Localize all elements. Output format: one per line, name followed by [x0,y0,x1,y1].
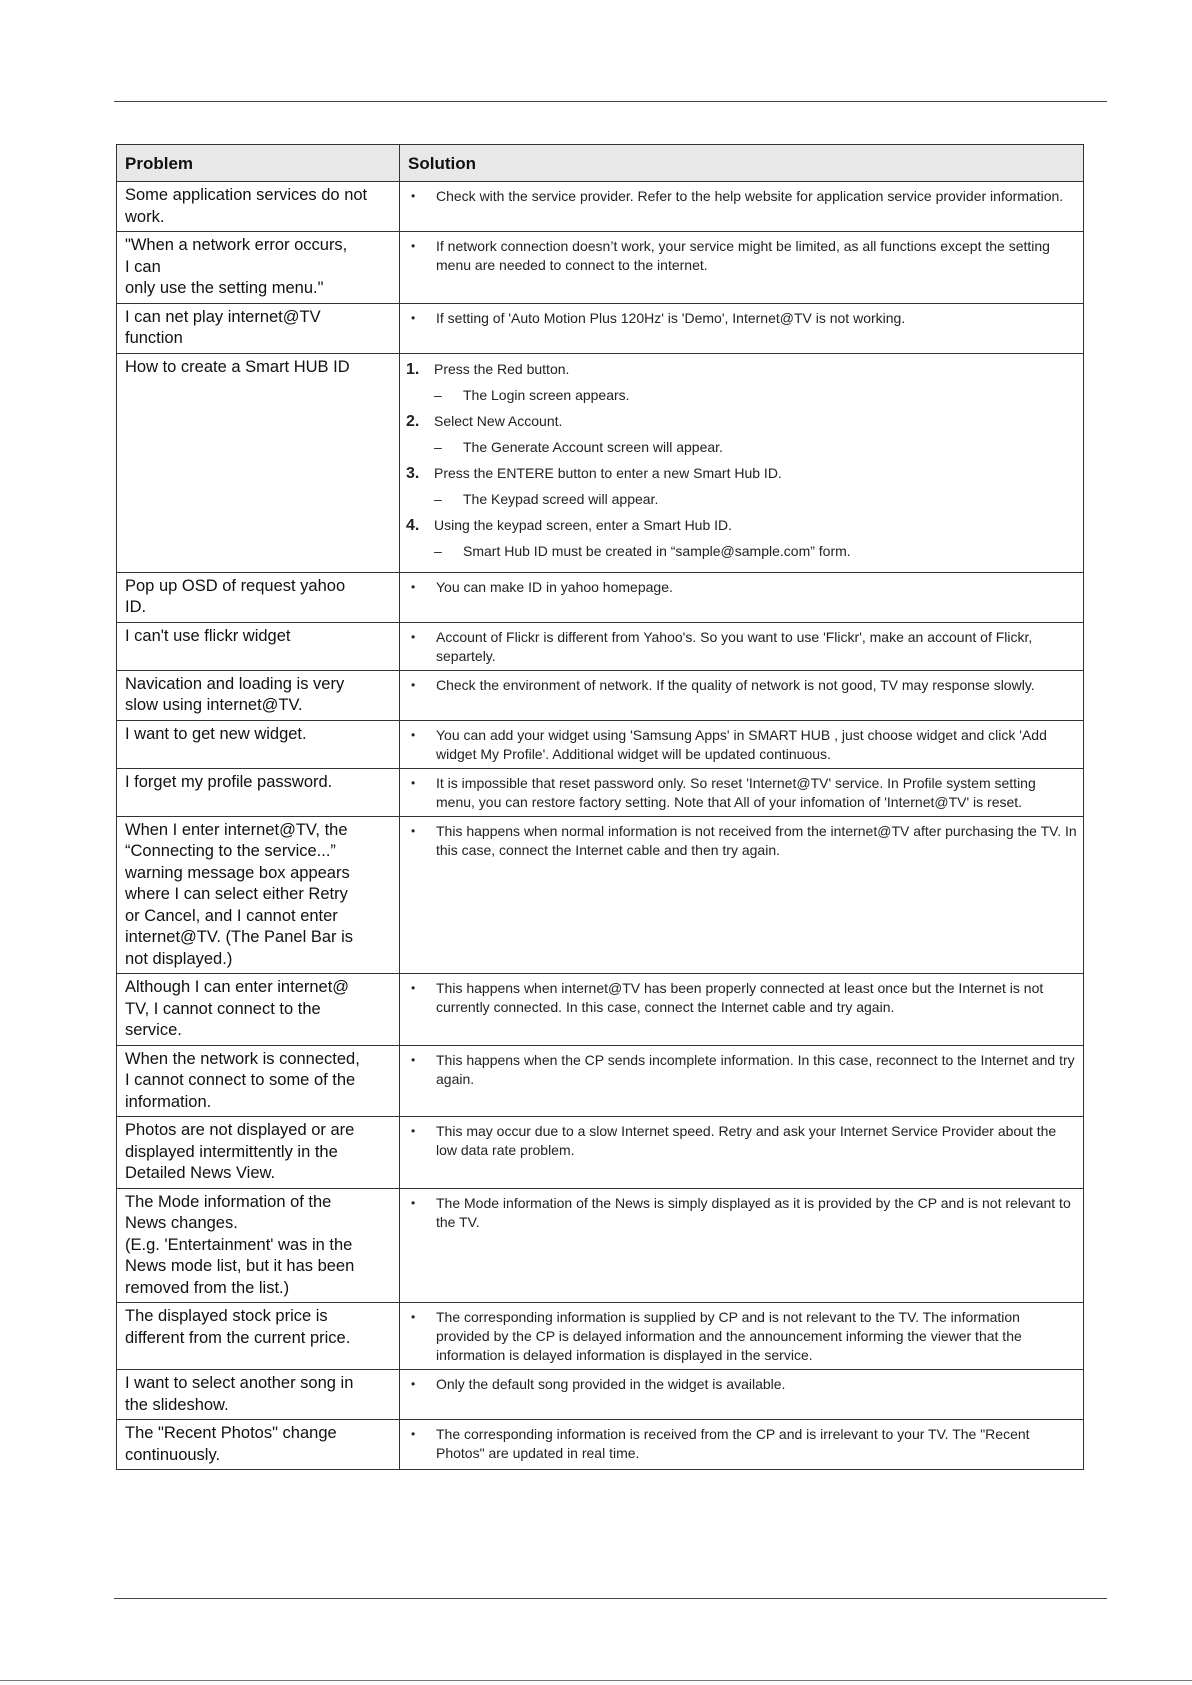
solution-bullet: • If setting of 'Auto Motion Plus 120Hz' is 'Demo', Internet@TV is not working. [406,309,1077,328]
step-note-text: The Login screen appears. [463,386,630,403]
problem-text-line: work. [125,207,165,226]
step-text: Press the Red button. [434,360,570,377]
problem-text-line: or Cancel, and I cannot enter [125,906,338,925]
problem-text-line: I can't use flickr widget [125,626,291,645]
problem-cell [117,1303,400,1370]
solution-list [406,979,1077,1017]
problem-text-line: (E.g. 'Entertainment' was in the [125,1235,353,1254]
table-row [117,974,1084,1046]
problem-cell [117,1420,400,1470]
problem-cell [117,816,400,974]
solution-cell [400,1188,1084,1303]
solution-list [406,187,1077,206]
solution-list [406,309,1077,328]
solution-bullet: • Check the environment of network. If the quality of network is not good, TV may response slowly. [406,676,1077,695]
table-row [117,232,1084,304]
step-item [406,412,1077,431]
solution-cell [400,1117,1084,1189]
problem-cell [117,1117,400,1189]
step-number: 1. [406,360,420,378]
problem-text-line: I can [125,257,161,276]
table-row [117,622,1084,670]
table-header-row [117,145,1084,182]
problem-text-line: internet@TV. (The Panel Bar is [125,928,353,946]
solution-bullet: • You can make ID in yahoo homepage. [406,578,1077,597]
problem-text-line: Photos are not displayed or are [125,1121,355,1139]
problem-text-line: removed from the list.) [125,1278,290,1297]
table-row [117,1420,1084,1470]
solution-cell [400,1045,1084,1117]
problem-text-line: I forget my profile password. [125,772,333,791]
solution-bullet: • The Mode information of the News is simply displayed as it is provided by the CP and is not relevant to the TV. [406,1194,1077,1232]
problem-cell [117,572,400,622]
problem-text-line: warning message box appears [125,863,350,882]
solution-bullet: • The corresponding information is received from the CP and is irrelevant to your TV. The "Recent Photos" are updated in real time. [406,1425,1077,1463]
problem-text-line: TV, I cannot connect to the [125,999,321,1018]
problem-text-line: News mode list, but it has been [125,1257,355,1275]
solution-cell [400,303,1084,353]
problem-cell [117,1370,400,1420]
problem-text-line: “Connecting to the service...” [125,842,336,860]
solution-list [406,774,1077,812]
problem-text-line: "When a network error occurs, [125,236,348,254]
solution-cell [400,182,1084,232]
solution-list [406,1194,1077,1232]
page-edge-rule [0,1680,1192,1681]
problem-text-line: When the network is connected, [125,1049,360,1068]
solution-bullet: • This may occur due to a slow Internet speed. Retry and ask your Internet Service Provider about the low data rate problem. [406,1122,1077,1160]
problem-cell [117,303,400,353]
solution-cell [400,974,1084,1046]
solution-list [406,578,1077,597]
solution-bullet: • Only the default song provided in the widget is available. [406,1375,1077,1394]
table-row-smart-hub-id [117,353,1084,572]
solution-bullet: • You can add your widget using 'Samsung Apps' in SMART HUB , just choose widget and click 'Add widget My Profile'. Additional widget will be updated continuous. [406,726,1077,764]
problem-cell [117,720,400,768]
solution-bullet: • Account of Flickr is different from Yahoo's. So you want to use 'Flickr', make an account of Flickr, separtely. [406,628,1077,666]
solution-bullet: • The corresponding information is supplied by CP and is not relevant to the TV. The information provided by the CP is delayed information and the announcement informing the viewer that the information is delayed information is displayed in the service. [406,1308,1077,1365]
table-row [117,670,1084,720]
step-item [406,516,1077,535]
step-note-text: The Generate Account screen will appear. [463,438,723,455]
problem-cell [117,353,400,572]
problem-text-line: I want to select another song in [125,1374,354,1392]
problem-text-line: When I enter internet@TV, the [125,820,348,839]
solution-column-header: Solution [400,145,1084,182]
problem-cell [117,182,400,232]
footer-rule [114,1598,1107,1599]
problem-text-line: only use the setting menu." [125,279,324,297]
table-row [117,1045,1084,1117]
problem-text-line: The Mode information of the [125,1192,332,1211]
problem-cell [117,1188,400,1303]
problem-cell [117,232,400,304]
solution-bullet: • It is impossible that reset password only. So reset 'Internet@TV' service. In Profile system setting menu, you can restore factory setting. Note that All of your infomation of 'Internet@TV' is reset. [406,774,1077,812]
problem-text-line: Although I can enter internet@ [125,978,350,996]
solution-bullet: • This happens when the CP sends incomplete information. In this case, reconnect to the Internet and try again. [406,1051,1077,1089]
solution-bullet: • This happens when normal information is not received from the internet@TV after purchasing the TV. In this case, connect the Internet cable and then try again. [406,822,1077,860]
table-row [117,768,1084,816]
problem-text-line: Some application services do not [125,186,368,204]
problem-text-line: function [125,329,183,347]
problem-text-line: ID. [125,598,147,616]
step-note-text: Smart Hub ID must be created in “sample@sample.com” form. [463,542,851,559]
table-row [117,572,1084,622]
header-rule [114,101,1107,102]
solution-cell [400,670,1084,720]
dash-icon: – [434,542,442,559]
problem-column-header: Problem [117,145,400,182]
solution-list [406,1122,1077,1160]
step-note [406,542,1077,561]
numbered-steps [406,359,1077,561]
table-row [117,720,1084,768]
table-row [117,1370,1084,1420]
problem-text-line: the slideshow. [125,1395,229,1414]
step-note-text: The Keypad screed will appear. [463,490,659,507]
step-text: Press the ENTERE button to enter a new Smart Hub ID. [434,464,782,481]
troubleshooting-table [116,144,1084,1470]
solution-list [406,822,1077,860]
solution-cell [400,768,1084,816]
step-note [406,490,1077,509]
problem-text-line: The displayed stock price is [125,1307,328,1325]
solution-list [406,628,1077,666]
step-item [406,464,1077,483]
dash-icon: – [434,438,442,455]
problem-text-line: service. [125,1021,182,1039]
solution-list [406,1051,1077,1089]
solution-list [406,1425,1077,1463]
problem-text-line: continuously. [125,1445,221,1464]
step-number: 4. [406,516,420,534]
problem-text-line: The "Recent Photos" change [125,1424,337,1442]
dash-icon: – [434,490,442,507]
solution-list [406,237,1077,275]
problem-text-line: I can net play internet@TV [125,307,321,326]
problem-text-line: Detailed News View. [125,1164,276,1182]
problem-cell [117,1045,400,1117]
problem-text-line: I cannot connect to some of the [125,1071,356,1089]
solution-bullet: • This happens when internet@TV has been properly connected at least once but the Internet is not currently connected. In this case, connect the Internet cable and try again. [406,979,1077,1017]
solution-cell [400,622,1084,670]
solution-list [406,1375,1077,1394]
problem-cell [117,974,400,1046]
solution-bullet: • If network connection doesn’t work, your service might be limited, as all functions except the setting menu are needed to connect to the internet. [406,237,1077,275]
solution-bullet: • Check with the service provider. Refer to the help website for application service provider information. [406,187,1077,206]
problem-text-line: different from the current price. [125,1328,351,1347]
problem-cell [117,768,400,816]
table-row [117,816,1084,974]
step-note [406,438,1077,457]
problem-text-line: How to create a Smart HUB ID [125,357,350,376]
solution-list [406,726,1077,764]
problem-text-line: Navication and loading is very [125,674,345,693]
problem-text-line: displayed intermittently in the [125,1142,338,1161]
problem-text-line: News changes. [125,1214,238,1232]
table-row [117,1188,1084,1303]
problem-text-line: where I can select either Retry [125,885,348,903]
step-item [406,360,1077,379]
step-text: Select New Account. [434,412,563,429]
solution-cell [400,353,1084,572]
table-row [117,182,1084,232]
problem-text-line: information. [125,1092,212,1111]
solution-cell [400,816,1084,974]
problem-cell [117,622,400,670]
table-row [117,303,1084,353]
step-number: 2. [406,412,420,430]
table-row [117,1303,1084,1370]
dash-icon: – [434,386,442,403]
step-number: 3. [406,464,420,482]
problem-text-line: not displayed.) [125,949,233,968]
solution-cell [400,720,1084,768]
problem-text-line: Pop up OSD of request yahoo [125,576,346,595]
solution-cell [400,1420,1084,1470]
step-note [406,386,1077,405]
table-row [117,1117,1084,1189]
solution-list [406,676,1077,695]
solution-cell [400,1370,1084,1420]
problem-cell [117,670,400,720]
problem-text-line: I want to get new widget. [125,724,307,743]
solution-cell [400,572,1084,622]
step-text: Using the keypad screen, enter a Smart Hub ID. [434,516,733,533]
solution-list [406,1308,1077,1365]
problem-text-line: slow using internet@TV. [125,696,303,714]
solution-cell [400,1303,1084,1370]
solution-cell [400,232,1084,304]
